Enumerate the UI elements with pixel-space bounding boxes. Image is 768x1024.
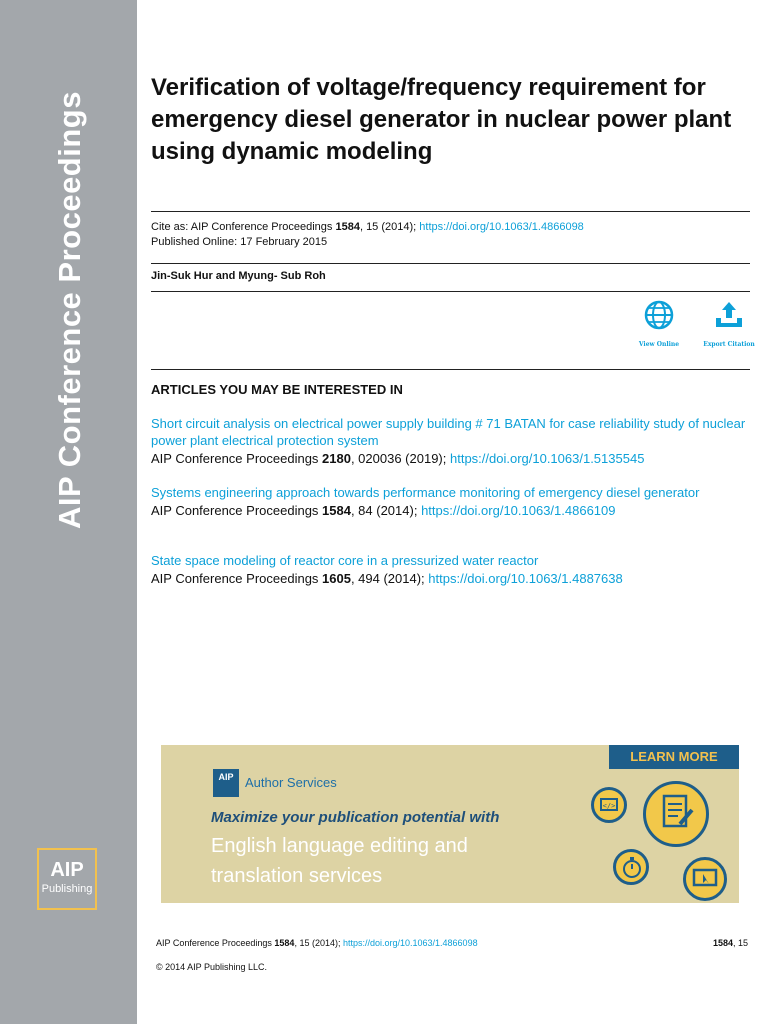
export-citation-label: Export Citation bbox=[703, 341, 755, 348]
cite-prefix: Cite as: AIP Conference Proceedings bbox=[151, 221, 336, 233]
related-articles-heading: ARTICLES YOU MAY BE INTERESTED IN bbox=[151, 382, 403, 397]
banner-headline-line2: translation services bbox=[211, 865, 383, 887]
logo-publishing-text: Publishing bbox=[41, 883, 93, 895]
code-laptop-icon bbox=[591, 787, 627, 823]
stopwatch-icon bbox=[613, 849, 649, 885]
author-services-banner[interactable] bbox=[161, 745, 739, 903]
learn-more-button[interactable]: LEARN MORE bbox=[609, 745, 739, 769]
citation-line bbox=[151, 220, 584, 235]
svg-text:</>: </> bbox=[602, 802, 616, 810]
banner-tagline: Maximize your publication potential with bbox=[211, 809, 500, 826]
journal-title-vertical: AIP Conference Proceedings bbox=[52, 91, 87, 529]
divider bbox=[151, 291, 750, 292]
copyright: © 2014 AIP Publishing LLC. bbox=[156, 962, 268, 972]
aip-publishing-logo[interactable] bbox=[37, 848, 97, 910]
cite-doi-link[interactable]: https://doi.org/10.1063/1.4866098 bbox=[419, 221, 584, 233]
globe-icon bbox=[644, 300, 674, 330]
related-article-title[interactable]: Systems engineering approach towards performance monitoring of emergency diesel generator bbox=[151, 485, 700, 500]
related-article-doi[interactable]: https://doi.org/10.1063/1.4887638 bbox=[428, 571, 623, 586]
document-edit-icon bbox=[643, 781, 709, 847]
authors: Jin-Suk Hur and Myung- Sub Roh bbox=[151, 270, 326, 282]
related-article-title[interactable]: State space modeling of reactor core in a pressurized water reactor bbox=[151, 553, 539, 568]
related-article-doi[interactable]: https://doi.org/10.1063/1.4866109 bbox=[421, 503, 616, 518]
cite-rest: , 15 (2014); bbox=[359, 221, 420, 233]
related-article-doi[interactable]: https://doi.org/10.1063/1.5135545 bbox=[449, 451, 645, 466]
footer-citation: AIP Conference Proceedings 1584, 15 (2014); https://doi.org/10.1063/1.4866098 bbox=[156, 938, 478, 948]
related-article-reference: AIP Conference Proceedings 1605, 494 (2014); https://doi.org/10.1063/1.4887638 bbox=[151, 571, 623, 586]
related-article bbox=[151, 552, 750, 587]
aip-small-logo: AIP bbox=[213, 769, 239, 797]
view-online-button[interactable] bbox=[629, 300, 689, 348]
banner-headline-line1: English language editing and bbox=[211, 835, 468, 857]
sidebar bbox=[0, 0, 137, 1024]
divider bbox=[151, 263, 750, 264]
article-title: Verification of voltage/frequency requirement for emergency diesel generator in nuclear power plant using dynamic modeling bbox=[151, 74, 732, 165]
view-online-label: View Online bbox=[638, 341, 680, 348]
footer-doi-link[interactable]: https://doi.org/10.1063/1.4866098 bbox=[342, 938, 478, 948]
logo-aip-text: AIP bbox=[50, 859, 84, 881]
cite-volume: 1584 bbox=[335, 221, 360, 233]
monitor-cursor-icon bbox=[683, 857, 727, 901]
related-article-title[interactable]: Short circuit analysis on electrical power supply building # 71 BATAN for case reliability study of nuclear power plant electrical protection system bbox=[151, 416, 746, 448]
related-article-reference: AIP Conference Proceedings 2180, 020036 (2019); https://doi.org/10.1063/1.5135545 bbox=[151, 451, 645, 466]
footer-page-ref: 1584, 15 bbox=[712, 938, 748, 948]
related-article-reference: AIP Conference Proceedings 1584, 84 (2014); https://doi.org/10.1063/1.4866109 bbox=[151, 503, 616, 518]
divider bbox=[151, 369, 750, 370]
export-icon bbox=[713, 300, 745, 330]
author-services-label: Author Services bbox=[245, 775, 337, 790]
related-article bbox=[151, 415, 750, 467]
published-date: Published Online: 17 February 2015 bbox=[151, 236, 328, 248]
related-article bbox=[151, 484, 750, 519]
export-citation-button[interactable] bbox=[699, 300, 759, 348]
divider bbox=[151, 211, 750, 212]
